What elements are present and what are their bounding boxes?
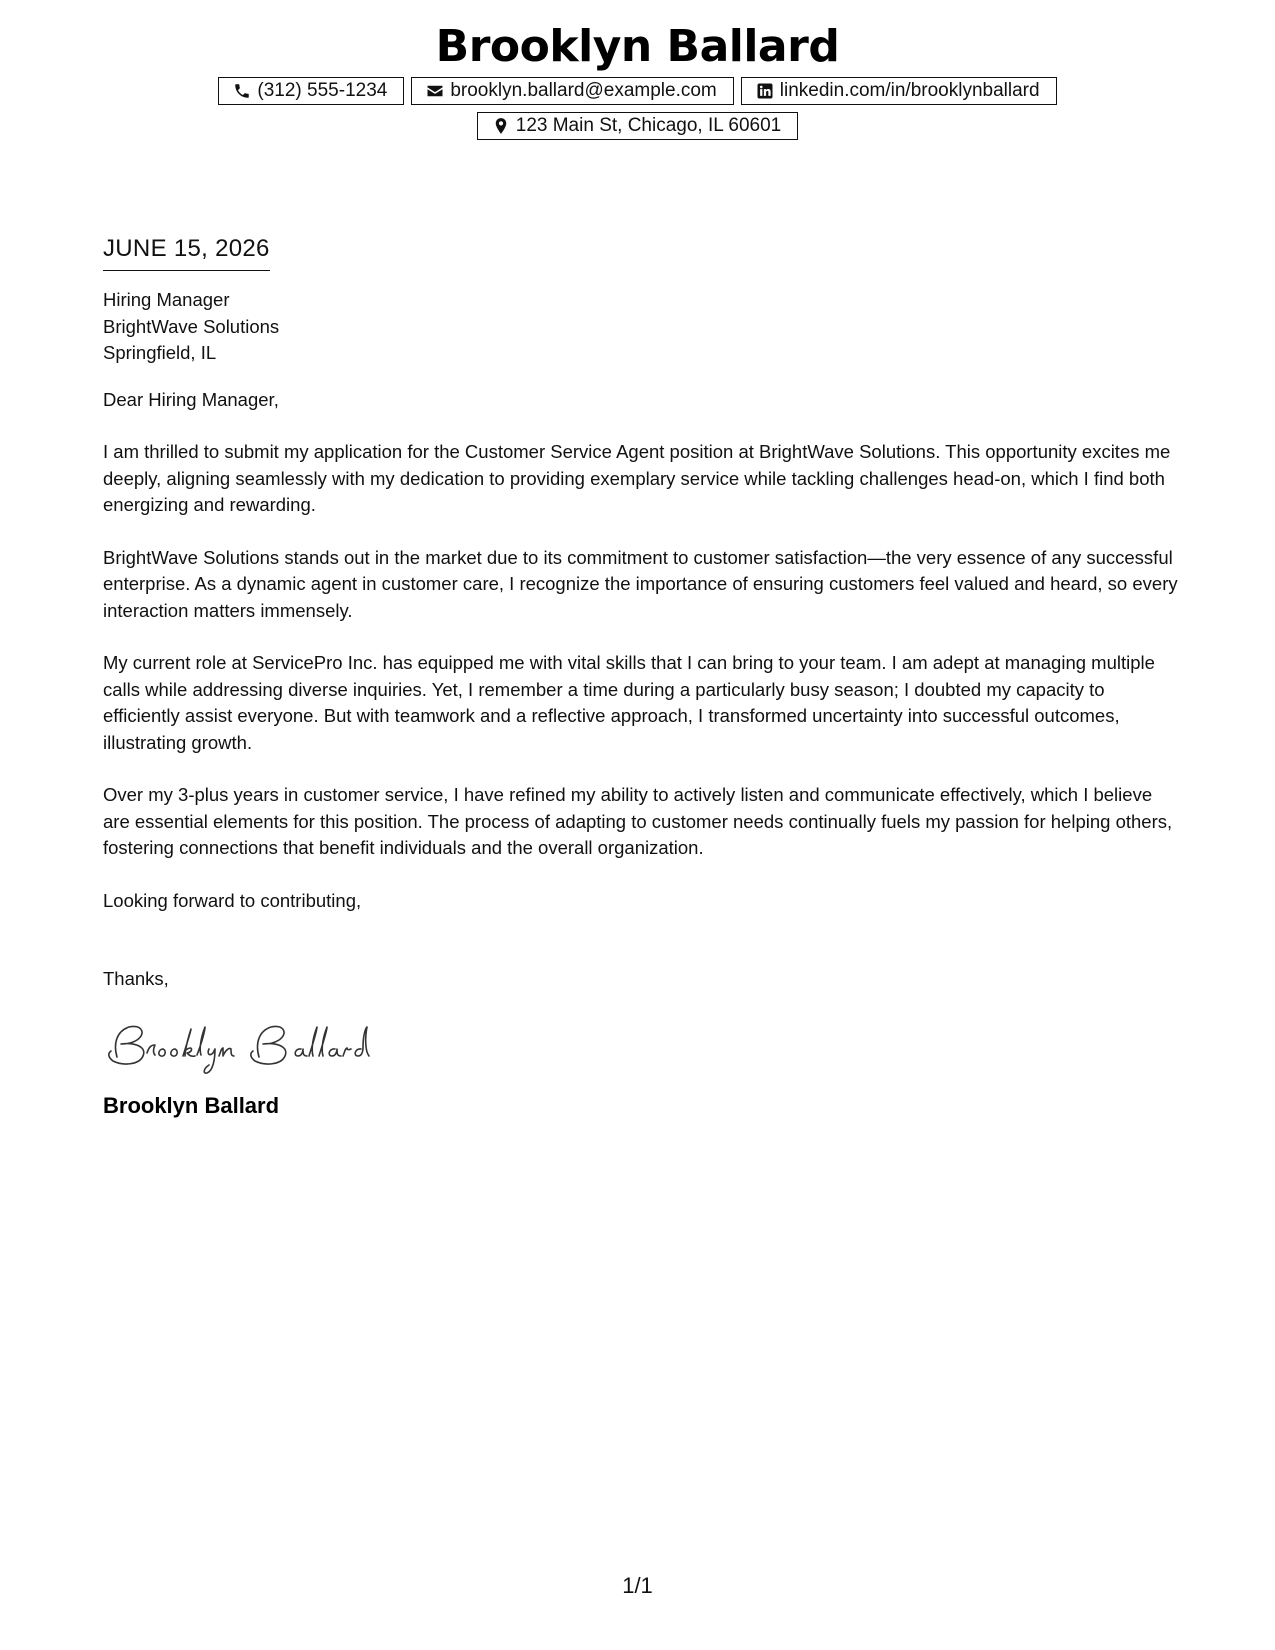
envelope-icon <box>426 82 444 100</box>
body-paragraph: Over my 3-plus years in customer service, I have refined my ability to actively listen and communicate effectively, which I believe are essential elements for this position. The process of adapting to customer needs continually fuels my passion for helping others, fostering connections that benefit individuals and the overall organization. <box>103 784 1173 858</box>
address-text: 123 Main St, Chicago, IL 60601 <box>515 115 782 136</box>
phone-text: (312) 555-1234 <box>257 80 388 101</box>
contact-list <box>0 77 1275 105</box>
recipient-company: BrightWave Solutions <box>103 315 280 337</box>
body-paragraph: My current role at ServicePro Inc. has equipped me with vital skills that I can bring to your team. I am adept at managing multiple calls while addressing diverse inquiries. Yet, I remember a time during a particularly busy season; I doubted my capacity to efficiently assist everyone. But with teamwork and a reflective approach, I transformed uncertainty into successful outcomes, illustrating growth. <box>103 652 1155 753</box>
handwritten-signature <box>103 1013 373 1083</box>
applicant-name: Brooklyn Ballard <box>435 21 840 72</box>
email-text: brooklyn.ballard@example.com <box>450 80 717 101</box>
recipient-title: Hiring Manager <box>103 289 230 310</box>
address-chip[interactable] <box>477 112 798 140</box>
signature-drawing <box>103 1013 373 1083</box>
closing-line: Looking forward to contributing, <box>103 889 362 911</box>
salutation: Dear Hiring Manager, <box>103 388 279 410</box>
letter-date: JUNE 15, 2026 <box>103 232 270 271</box>
phone-icon <box>233 82 251 100</box>
body-paragraph: I am thrilled to submit my application for the Customer Service Agent position at BrightWave Solutions. This opportunity excites me deeply, aligning seamlessly with my dedication to providing exemplary service while tackling challenges head-on, which I find both energizing and rewarding. <box>103 441 1171 515</box>
letter-header <box>0 20 1275 140</box>
map-marker-icon <box>492 117 510 135</box>
recipient-block <box>103 287 1178 367</box>
email-chip[interactable] <box>411 77 733 105</box>
letter-body <box>103 232 1178 1121</box>
thanks-line: Thanks, <box>103 968 169 989</box>
linkedin-icon <box>756 82 774 100</box>
linkedin-chip[interactable] <box>741 77 1057 105</box>
signed-name: Brooklyn Ballard <box>103 1092 280 1118</box>
body-paragraph: BrightWave Solutions stands out in the market due to its commitment to customer satisfaction—the very essence of any successful enterprise. As a dynamic agent in customer care, I recognize the importance of ensuring customers feel valued and heard, so every interaction matters immensely. <box>103 546 1178 621</box>
page-number: 1/1 <box>622 1573 653 1598</box>
phone-chip[interactable] <box>218 77 404 105</box>
recipient-location: Springfield, IL <box>103 342 217 363</box>
linkedin-text: linkedin.com/in/brooklynballard <box>779 80 1040 101</box>
address-row <box>0 112 1275 140</box>
